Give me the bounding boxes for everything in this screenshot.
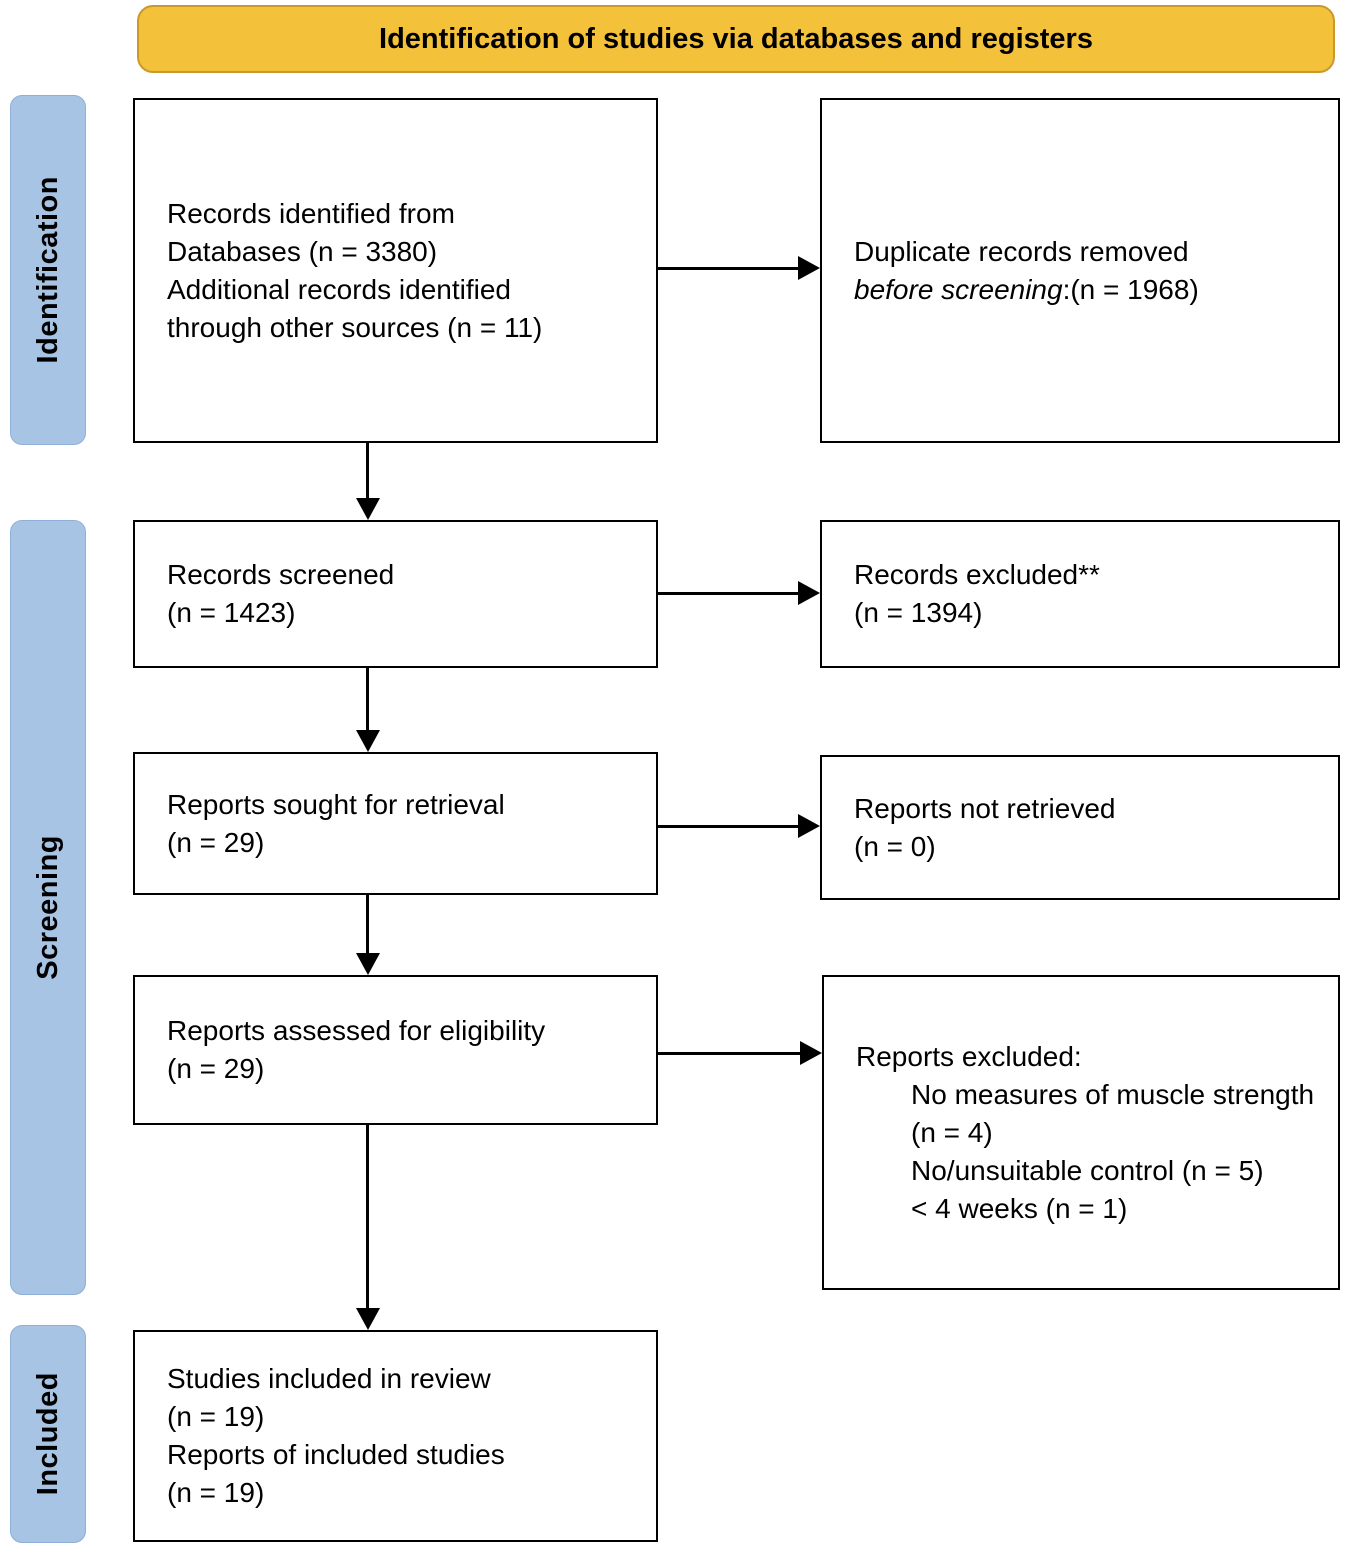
stage-label-identification-text: Identification [31,176,64,364]
arrow-down-icon [356,498,380,520]
box-studies-included-line: (n = 19) [167,1477,265,1508]
box-records-identified-line: through other sources (n = 11) [167,311,543,343]
arrow-identified-to-duplicates [658,267,800,270]
stage-label-included-text: Included [31,1372,64,1496]
banner-title: Identification of studies via databases and registers [137,5,1335,73]
arrow-right-icon [798,256,820,280]
stage-label-screening-text: Screening [31,835,64,980]
box-records-identified-line: Records identified from [167,197,455,229]
box-records-screened-line: Records screened [167,559,395,590]
box-reports-excluded-title: Reports excluded: [856,1040,1082,1072]
box-reports-excluded-reason: No measures of muscle strength (n = 4) [911,1078,1315,1148]
arrow-down-icon [356,730,380,752]
arrow-down-icon [356,1308,380,1330]
box-studies-included-line: (n = 19) [167,1401,265,1432]
box-records-excluded-line: Records excluded** [854,559,1100,590]
box-reports-not-retrieved-line: (n = 0) [854,830,936,862]
arrow-screened-to-excluded [658,592,800,595]
arrow-identified-to-screened [366,443,369,501]
arrow-right-icon [798,814,820,838]
box-studies-included-line: Reports of included studies [167,1439,505,1470]
arrow-sought-to-not-retrieved [658,825,800,828]
box-reports-excluded-reason: < 4 weeks (n = 1) [911,1192,1128,1224]
box-reports-assessed-line: (n = 29) [167,1053,265,1084]
stage-label-screening [10,520,86,1295]
box-studies-included [133,1330,658,1542]
box-records-screened-line: (n = 1423) [167,597,296,628]
box-duplicates-removed-italic: before screening [854,273,1063,305]
arrow-assessed-to-included [366,1125,369,1310]
arrow-sought-to-assessed [366,895,369,955]
box-reports-sought-line: (n = 29) [167,826,265,858]
arrow-assessed-to-excluded [658,1052,802,1055]
box-reports-assessed [133,975,658,1125]
box-duplicates-removed [820,98,1340,443]
box-duplicates-removed-rest: :(n = 1968) [1062,273,1199,305]
box-reports-not-retrieved [820,755,1340,900]
box-records-excluded-line: (n = 1394) [854,597,983,628]
box-records-identified-line: Databases (n = 3380) [167,235,438,267]
arrow-right-icon [800,1041,822,1065]
box-reports-sought-line: Reports sought for retrieval [167,788,505,820]
arrow-screened-to-sought [366,668,369,732]
box-studies-included-line: Studies included in review [167,1363,491,1394]
box-reports-not-retrieved-line: Reports not retrieved [854,792,1116,824]
box-reports-assessed-line: Reports assessed for eligibility [167,1015,546,1046]
arrow-down-icon [356,953,380,975]
arrow-right-icon [798,581,820,605]
box-reports-sought [133,752,658,895]
box-reports-excluded [822,975,1340,1290]
box-records-screened [133,520,658,668]
stage-label-identification [10,95,86,445]
box-duplicates-removed-line2 [854,271,1316,309]
box-reports-excluded-reason: No/unsuitable control (n = 5) [911,1154,1264,1186]
box-duplicates-removed-line1: Duplicate records removed [854,235,1189,267]
stage-label-included [10,1325,86,1543]
box-records-excluded [820,520,1340,668]
box-records-identified [133,98,658,443]
box-records-identified-line: Additional records identified [167,273,511,305]
